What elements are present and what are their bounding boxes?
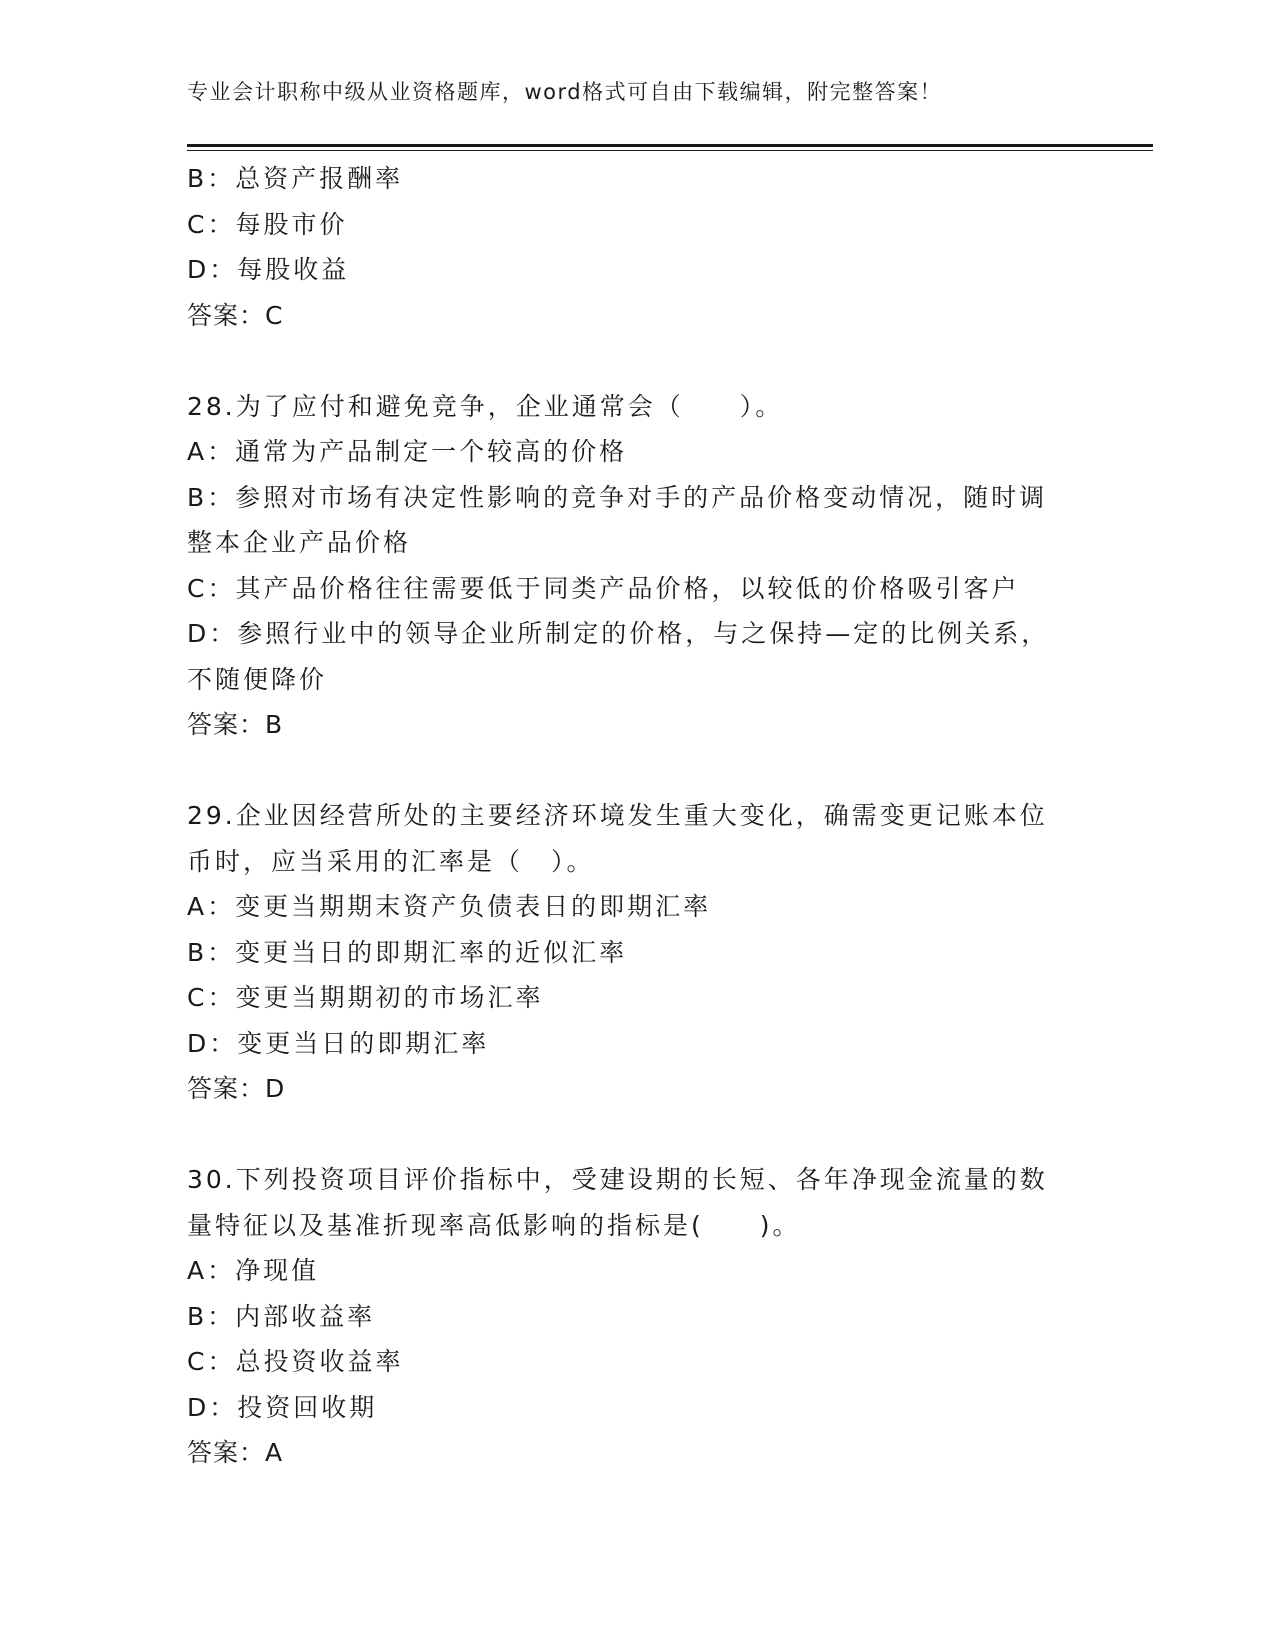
option-d: D：每股收益 xyxy=(187,255,350,284)
spacer xyxy=(187,338,1087,384)
option-b: B：总资产报酬率 xyxy=(187,164,404,193)
answer: 答案：B xyxy=(187,710,284,739)
option-c: C：其产品价格往往需要低于同类产品价格，以较低的价格吸引客户 xyxy=(187,573,1020,603)
option-d: D：参照行业中的领导企业所制定的价格，与之保持—定的比例关系， xyxy=(187,619,1050,648)
option-a: A：净现值 xyxy=(187,1256,320,1285)
page-header: 专业会计职称中级从业资格题库，word格式可自由下载编辑，附完整答案！ xyxy=(187,80,943,104)
question-stem-continued: 量特征以及基准折现率高低影响的指标是( )。 xyxy=(187,1210,801,1240)
option-a: A：变更当期期末资产负债表日的即期汇率 xyxy=(187,892,712,921)
answer: 答案：C xyxy=(187,300,284,330)
option-b: B：参照对市场有决定性影响的竞争对手的产品价格变动情况，随时调 xyxy=(187,482,1048,512)
option-d-continued: 不随便降价 xyxy=(187,664,328,694)
option-c: C：变更当期期初的市场汇率 xyxy=(187,983,544,1012)
question-30 xyxy=(187,1157,1087,1476)
option-b-continued: 整本企业产品价格 xyxy=(187,528,412,557)
question-stem-continued: 币时，应当采用的汇率是（ ）。 xyxy=(187,846,595,876)
document-body xyxy=(187,156,1087,1476)
question-stem: 30.下列投资项目评价指标中，受建设期的长短、各年净现金流量的数 xyxy=(187,1165,1048,1194)
question-27-continued xyxy=(187,156,1087,338)
option-c: C：每股市价 xyxy=(187,209,348,239)
option-b: B：变更当日的即期汇率的近似汇率 xyxy=(187,937,628,967)
answer: 答案：A xyxy=(187,1438,284,1467)
header-divider xyxy=(187,144,1153,151)
question-29 xyxy=(187,793,1087,1112)
option-d: D：投资回收期 xyxy=(187,1392,378,1422)
option-a: A：通常为产品制定一个较高的价格 xyxy=(187,437,628,466)
question-stem: 29.企业因经营所处的主要经济环境发生重大变化，确需变更记账本位 xyxy=(187,801,1048,830)
spacer xyxy=(187,1112,1087,1158)
question-stem: 28.为了应付和避免竞争，企业通常会（ ）。 xyxy=(187,391,784,421)
question-28 xyxy=(187,384,1087,748)
answer: 答案：D xyxy=(187,1074,286,1103)
option-c: C：总投资收益率 xyxy=(187,1347,404,1376)
option-d: D：变更当日的即期汇率 xyxy=(187,1028,490,1058)
option-b: B：内部收益率 xyxy=(187,1301,376,1331)
spacer xyxy=(187,748,1087,794)
